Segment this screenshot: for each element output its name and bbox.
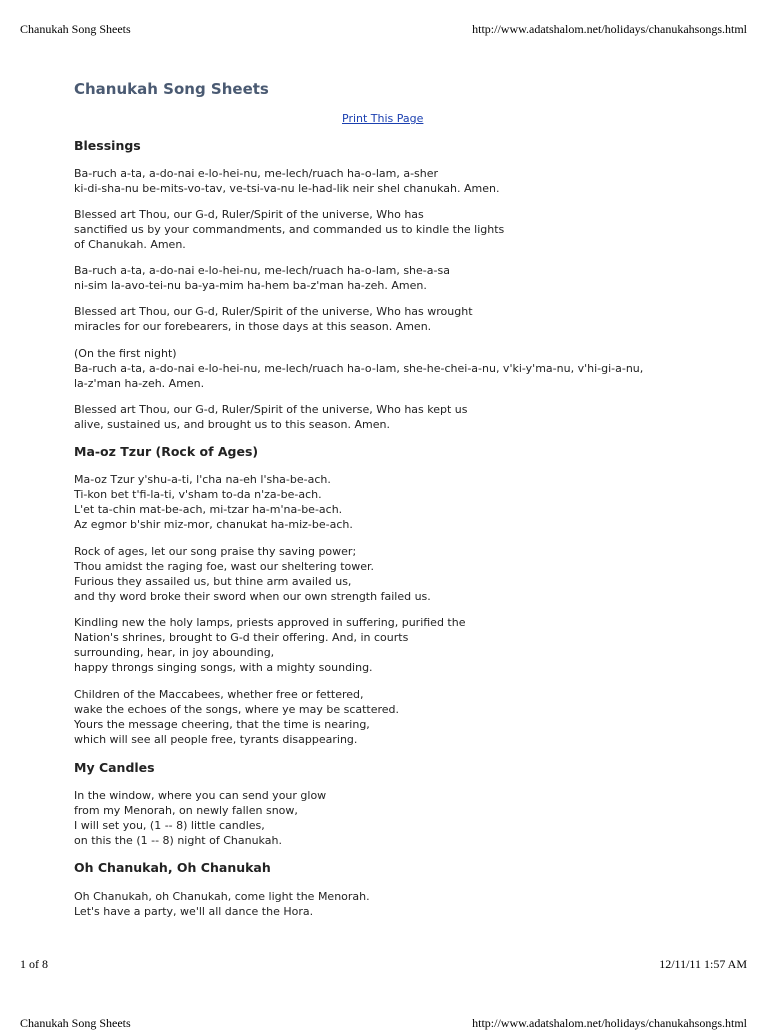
print-page-link[interactable]: Print This Page — [342, 112, 424, 125]
maoz-verse-3: Children of the Maccabees, whether free or fettered, wake the echoes of the songs, where ye may be scattered. Yours the message cheering, that the time is nearing, which will see all people free, tyrants disappearing. — [74, 688, 400, 746]
blessing-hebrew-3: (On the first night) Ba-ruch a-ta, a-do-nai e-lo-hei-nu, me-lech/ruach ha-o-lam, she-he-chei-a-nu, v'ki-y'ma-nu, v'hi-gi-a-nu, la-z'man ha-zeh. Amen. — [74, 347, 644, 390]
page-content — [74, 80, 714, 98]
maoz-verse-2: Kindling new the holy lamps, priests approved in suffering, purified the Nation's shrines, brought to G-d their offering. And, in courts surrounding, hear, in joy abounding, happy throngs singing songs, with a mighty sounding. — [74, 616, 466, 674]
next-page-header — [0, 1016, 768, 1032]
page-title: Chanukah Song Sheets — [74, 80, 269, 98]
blessing-hebrew-1: Ba-ruch a-ta, a-do-nai e-lo-hei-nu, me-lech/ruach ha-o-lam, a-sher ki-di-sha-nu be-mits-vo-tav, ve-tsi-va-nu le-had-lik neir shel chanukah. Amen. — [74, 167, 500, 195]
section-heading-blessings: Blessings — [74, 138, 141, 153]
section-heading-my-candles: My Candles — [74, 760, 155, 775]
oh-chanukah-verse: Oh Chanukah, oh Chanukah, come light the Menorah. Let's have a party, we'll all dance the Hora. — [74, 890, 370, 918]
print-header-title: Chanukah Song Sheets — [20, 22, 131, 36]
candles-verse: In the window, where you can send your glow from my Menorah, on newly fallen snow, I will set you, (1 -- 8) little candles, on this the (1 -- 8) night of Chanukah. — [74, 789, 327, 847]
next-header-title: Chanukah Song Sheets — [20, 1016, 131, 1030]
blessing-english-3: Blessed art Thou, our G-d, Ruler/Spirit of the universe, Who has kept us alive, sustained us, and brought us to this season. Amen. — [74, 403, 468, 431]
section-heading-maoz-tzur: Ma-oz Tzur (Rock of Ages) — [74, 444, 259, 459]
print-header-url: http://www.adatshalom.net/holidays/chanukahsongs.html — [472, 22, 747, 36]
maoz-verse-1: Rock of ages, let our song praise thy saving power; Thou amidst the raging foe, wast our sheltering tower. Furious they assailed us, but thine arm availed us, and thy word broke their sword when our own strength failed us. — [74, 545, 431, 603]
blessing-english-2: Blessed art Thou, our G-d, Ruler/Spirit of the universe, Who has wrought miracles for our forebearers, in those days at this season. Amen. — [74, 305, 473, 333]
print-timestamp: 12/11/11 1:57 AM — [659, 957, 747, 971]
page-count: 1 of 8 — [20, 957, 48, 971]
print-footer — [0, 957, 768, 973]
next-header-url: http://www.adatshalom.net/holidays/chanukahsongs.html — [472, 1016, 747, 1030]
blessing-english-1: Blessed art Thou, our G-d, Ruler/Spirit of the universe, Who has sanctified us by your commandments, and commanded us to kindle the lights of Chanukah. Amen. — [74, 208, 505, 251]
maoz-hebrew: Ma-oz Tzur y'shu-a-ti, l'cha na-eh l'sha-be-ach. Ti-kon bet t'fi-la-ti, v'sham to-da n'za-be-ach. L'et ta-chin mat-be-ach, mi-tzar ha-m'na-be-ach. Az egmor b'shir miz-mor, chanukat ha-miz-be-ach. — [74, 473, 353, 531]
section-heading-oh-chanukah: Oh Chanukah, Oh Chanukah — [74, 860, 271, 875]
print-header — [0, 22, 768, 38]
blessing-hebrew-2: Ba-ruch a-ta, a-do-nai e-lo-hei-nu, me-lech/ruach ha-o-lam, she-a-sa ni-sim la-avo-tei-nu ba-ya-mim ha-hem ba-z'man ha-zeh. Amen. — [74, 264, 450, 292]
